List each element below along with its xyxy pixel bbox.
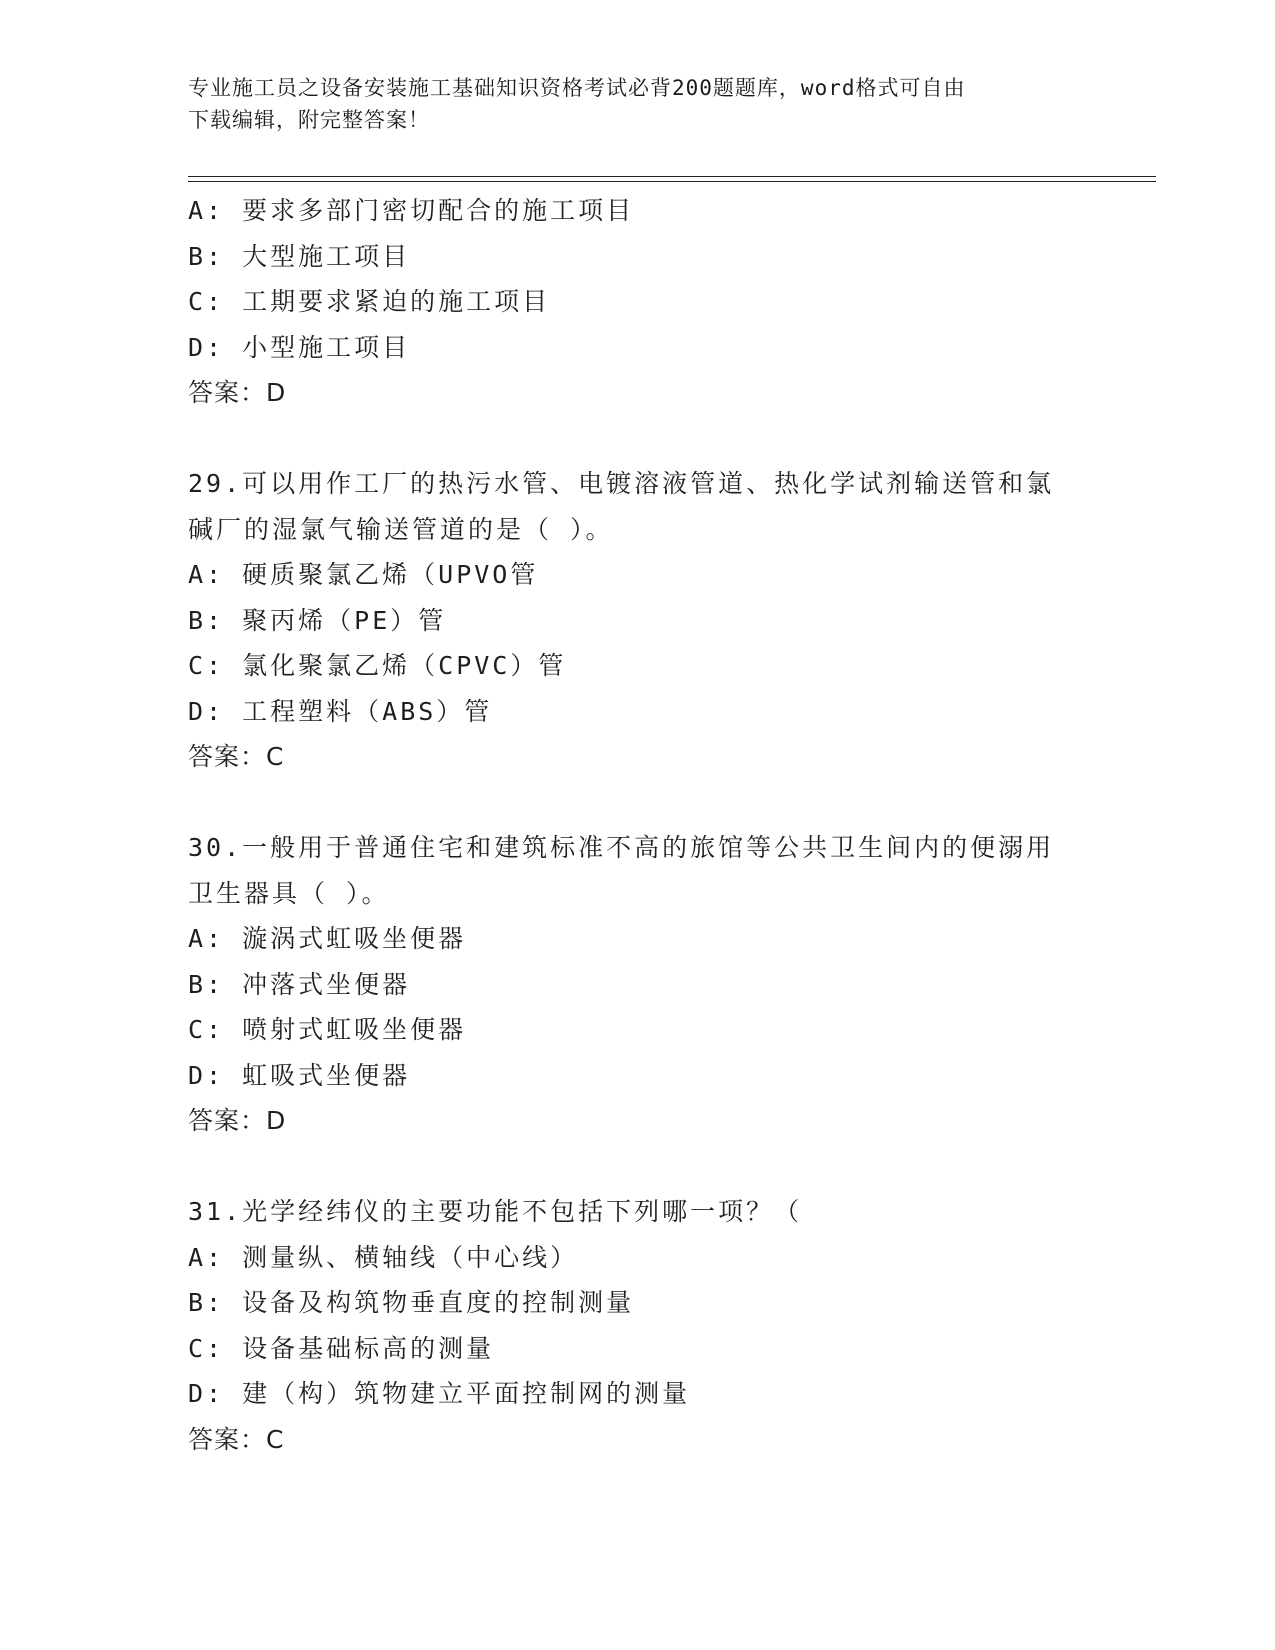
option-a: A: 硬质聚氯乙烯（UPVO管 (188, 560, 539, 589)
option-b: B: 冲落式坐便器 (188, 969, 411, 999)
answer-line: 答案：D (188, 378, 287, 407)
option-d: D: 工程塑料（ABS）管 (188, 696, 493, 726)
question-29-block (188, 461, 1088, 780)
document-header (188, 72, 1068, 136)
question-stem: 31.光学经纬仪的主要功能不包括下列哪一项？（ (188, 1197, 803, 1226)
answer-line: 答案：D (188, 1106, 287, 1135)
option-a: A: 要求多部门密切配合的施工项目 (188, 196, 635, 225)
question-stem-continued: 碱厂的湿氯气输送管道的是（ ）。 (188, 514, 614, 544)
option-c: C: 氯化聚氯乙烯（CPVC）管 (188, 651, 567, 680)
header-divider-bottom (188, 181, 1156, 182)
option-b: B: 聚丙烯（PE）管 (188, 605, 447, 635)
question-list (188, 188, 1088, 1462)
question-stem-continued: 卫生器具（ ）。 (188, 878, 390, 908)
question-31-block (188, 1189, 1088, 1462)
question-stem: 30.一般用于普通住宅和建筑标准不高的旅馆等公共卫生间内的便溺用 (188, 833, 1055, 862)
question-spacer (188, 780, 1088, 826)
option-a: A: 漩涡式虹吸坐便器 (188, 924, 467, 953)
option-d: D: 虹吸式坐便器 (188, 1060, 411, 1090)
option-c: C: 工期要求紧迫的施工项目 (188, 287, 551, 316)
option-c: C: 喷射式虹吸坐便器 (188, 1015, 467, 1044)
header-divider-top (188, 176, 1156, 177)
answer-line: 答案：C (188, 1424, 285, 1454)
question-stem: 29.可以用作工厂的热污水管、电镀溶液管道、热化学试剂输送管和氯 (188, 469, 1055, 498)
question-spacer (188, 1144, 1088, 1190)
option-b: B: 大型施工项目 (188, 241, 411, 271)
option-d: D: 小型施工项目 (188, 332, 411, 362)
question-30-block (188, 825, 1088, 1144)
header-line-1: 专业施工员之设备安装施工基础知识资格考试必背200题题库，word格式可自由 (188, 76, 966, 100)
header-line-2: 下载编辑，附完整答案！ (188, 108, 430, 132)
question-spacer (188, 416, 1088, 462)
question-28-block (188, 188, 1088, 416)
option-d: D: 建（构）筑物建立平面控制网的测量 (188, 1379, 691, 1408)
answer-line: 答案：C (188, 742, 285, 771)
option-b: B: 设备及构筑物垂直度的控制测量 (188, 1288, 635, 1317)
option-c: C: 设备基础标高的测量 (188, 1333, 495, 1363)
option-a: A: 测量纵、横轴线（中心线） (188, 1242, 579, 1272)
